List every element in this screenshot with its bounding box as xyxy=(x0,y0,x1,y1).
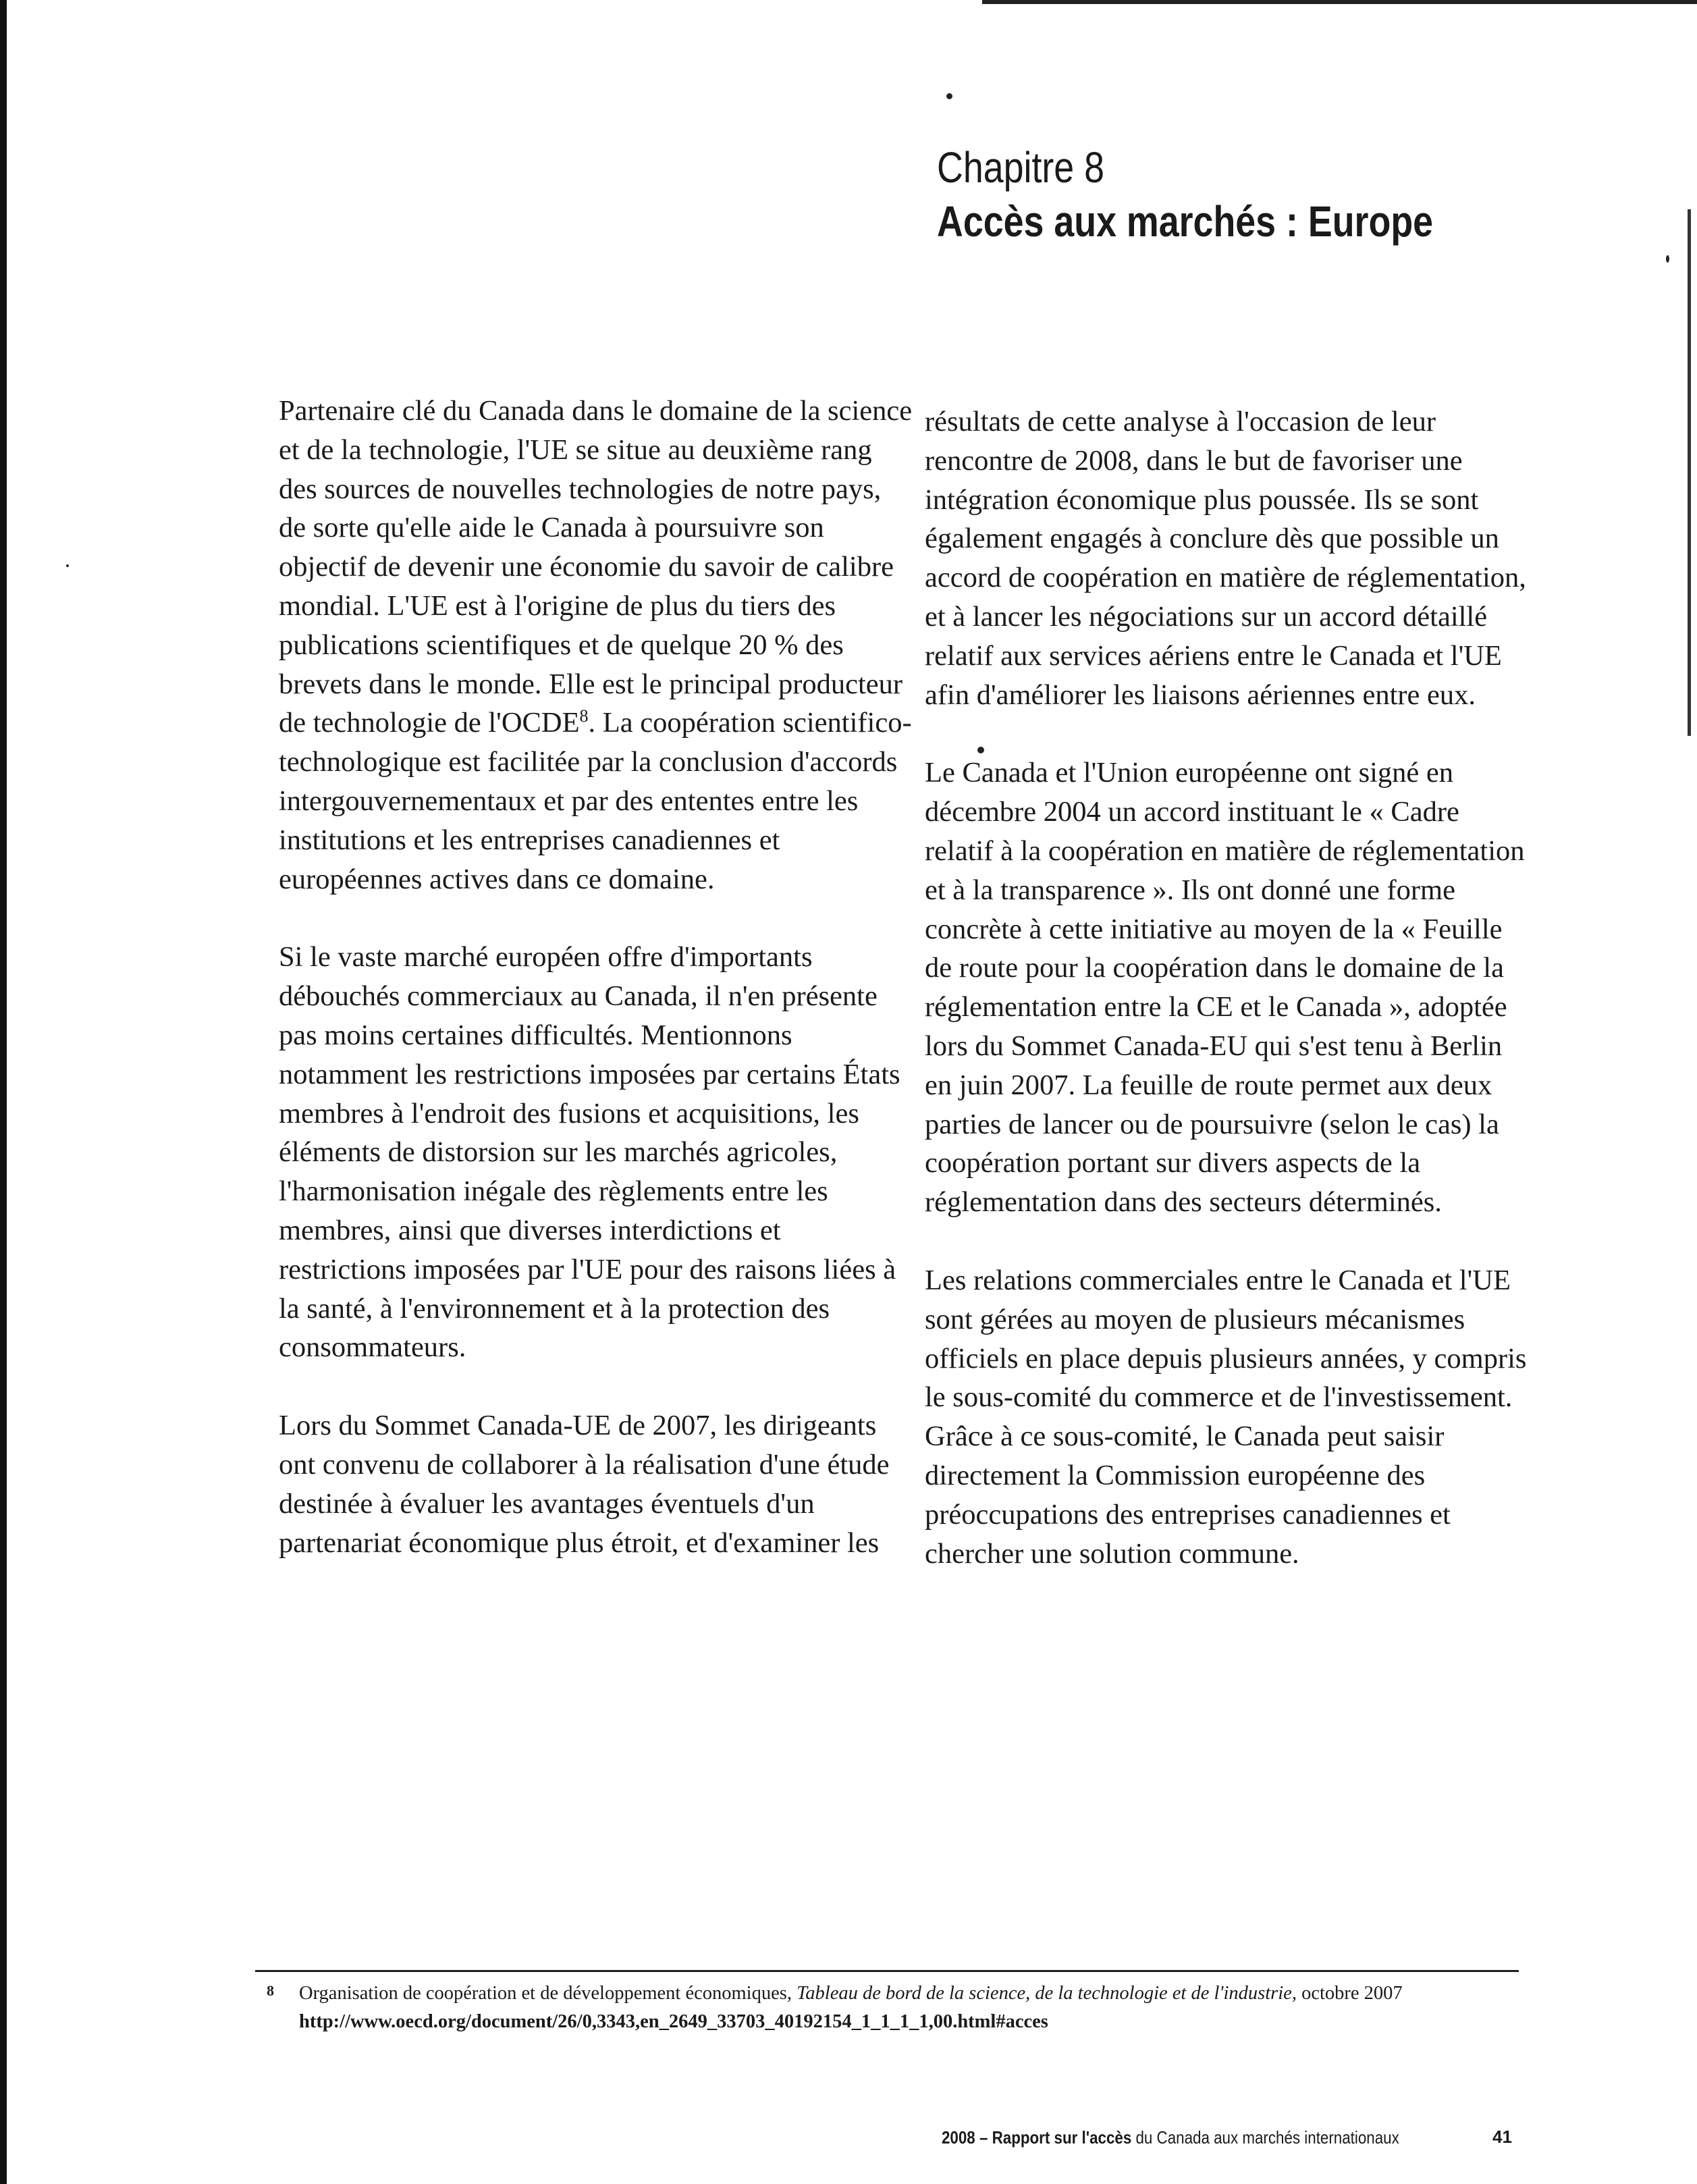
right-margin-rule xyxy=(1688,209,1691,736)
paragraph: résultats de cette analyse à l'occasion de leur rencontre de 2008, dans le but de favoriser une intégration économique plus poussée. Ils se sont également engagés à conclure dès que possible un accord de coopération en matière de réglementation, et à lancer les négociations sur un accord détaillé relatif aux services aériens entre le Canada et l'UE afin d'améliorer les liaisons aériennes entre eux. xyxy=(925,406,1526,711)
footnote xyxy=(267,1979,1519,2036)
scan-speck xyxy=(946,93,952,99)
paragraph: Les relations commerciales entre le Canada et l'UE sont gérées au moyen de plusieurs mécanismes officiels en place depuis plusieurs années, y compris le sous-comité du commerce et de l'investissement. Grâce à ce sous-comité, le Canada peut saisir directement la Commission européenne des préoccupations des entreprises canadiennes et chercher une solution commune. xyxy=(925,1264,1527,1570)
chapter-title: Accès aux marchés : Europe xyxy=(937,197,1434,246)
paragraph: Lors du Sommet Canada-UE de 2007, les dirigeants ont convenu de collaborer à la réalisation d'une étude destinée à évaluer les avantages éventuels d'un partenariat économique plus étroit, et d'examiner les xyxy=(279,1410,890,1559)
paragraph-text-continued: . La coopération scientifico-technologique est facilitée par la conclusion d'accords intergouvernementaux et par des ententes entre les institutions et les entreprises canadiennes et européennes actives dans ce domaine. xyxy=(279,707,912,895)
right-column xyxy=(925,402,1532,1612)
running-footer xyxy=(942,2127,1406,2148)
page-number: 41 xyxy=(1492,2127,1512,2147)
top-rule xyxy=(982,0,1697,4)
footer-year: 2008 xyxy=(942,2127,975,2148)
footer-separator: – xyxy=(975,2127,992,2148)
footnote-divider xyxy=(255,1970,1519,1972)
footnote-reference: 8 xyxy=(579,706,589,726)
footer-report-rest: du Canada aux marchés internationaux xyxy=(1131,2127,1399,2148)
footnote-url: http://www.oecd.org/document/26/0,3343,en_2649_33703_40192154_1_1_1_1,00.html#acces xyxy=(299,2011,1048,2032)
scan-speck xyxy=(1666,255,1669,263)
footnote-source: Organisation de coopération et de développement économiques, xyxy=(299,1983,797,2004)
footer-report-title: Rapport sur l'accès xyxy=(992,2127,1132,2148)
scan-edge xyxy=(0,0,7,2184)
paragraph: Si le vaste marché européen offre d'importants débouchés commerciaux au Canada, il n'en présente pas moins certaines difficultés. Mentionnons notamment les restrictions imposées par certains États membres à l'endroit des fusions et acquisitions, les éléments de distorsion sur les marchés agricoles, l'harmonisation inégale des règlements entre les membres, ainsi que diverses interdictions et restrictions imposées par l'UE pour des raisons liées à la santé, à l'environnement et à la protection des consommateurs. xyxy=(279,941,900,1364)
chapter-number: Chapitre 8 xyxy=(937,143,1105,192)
footnote-body xyxy=(299,1979,1519,2036)
footnote-date: octobre 2007 xyxy=(1296,1983,1403,2004)
paragraph-text: Partenaire clé du Canada dans le domaine de la science et de la technologie, l'UE se situe au deuxième rang des sources de nouvelles technologies de notre pays, de sorte qu'elle aide le Canada à poursuivre son objectif de devenir une économie du savoir de calibre mondial. L'UE est à l'origine de plus du tiers des publications scientifiques et de quelque 20 % des brevets dans le monde. Elle est le principal producteur de technologie de l'OCDE xyxy=(279,395,913,739)
footnote-marker: 8 xyxy=(267,1982,274,1999)
paragraph: Le Canada et l'Union européenne ont signé en décembre 2004 un accord instituant le « Cadre relatif à la coopération en matière de réglementation et à la transparence ». Ils ont donné une forme concrète à cette initiative au moyen de la « Feuille de route pour la coopération dans le domaine de la réglementation entre la CE et le Canada », adoptée lors du Sommet Canada-EU qui s'est tenu à Berlin en juin 2007. La feuille de route permet aux deux parties de lancer ou de poursuivre (selon le cas) la coopération portant sur divers aspects de la réglementation dans des secteurs déterminés. xyxy=(925,757,1525,1219)
chapter-heading xyxy=(937,142,1532,250)
paragraph xyxy=(279,392,913,899)
left-column xyxy=(279,392,913,1601)
scan-speck xyxy=(66,564,69,567)
footnote-title: Tableau de bord de la science, de la technologie et de l'industrie, xyxy=(797,1983,1297,2004)
